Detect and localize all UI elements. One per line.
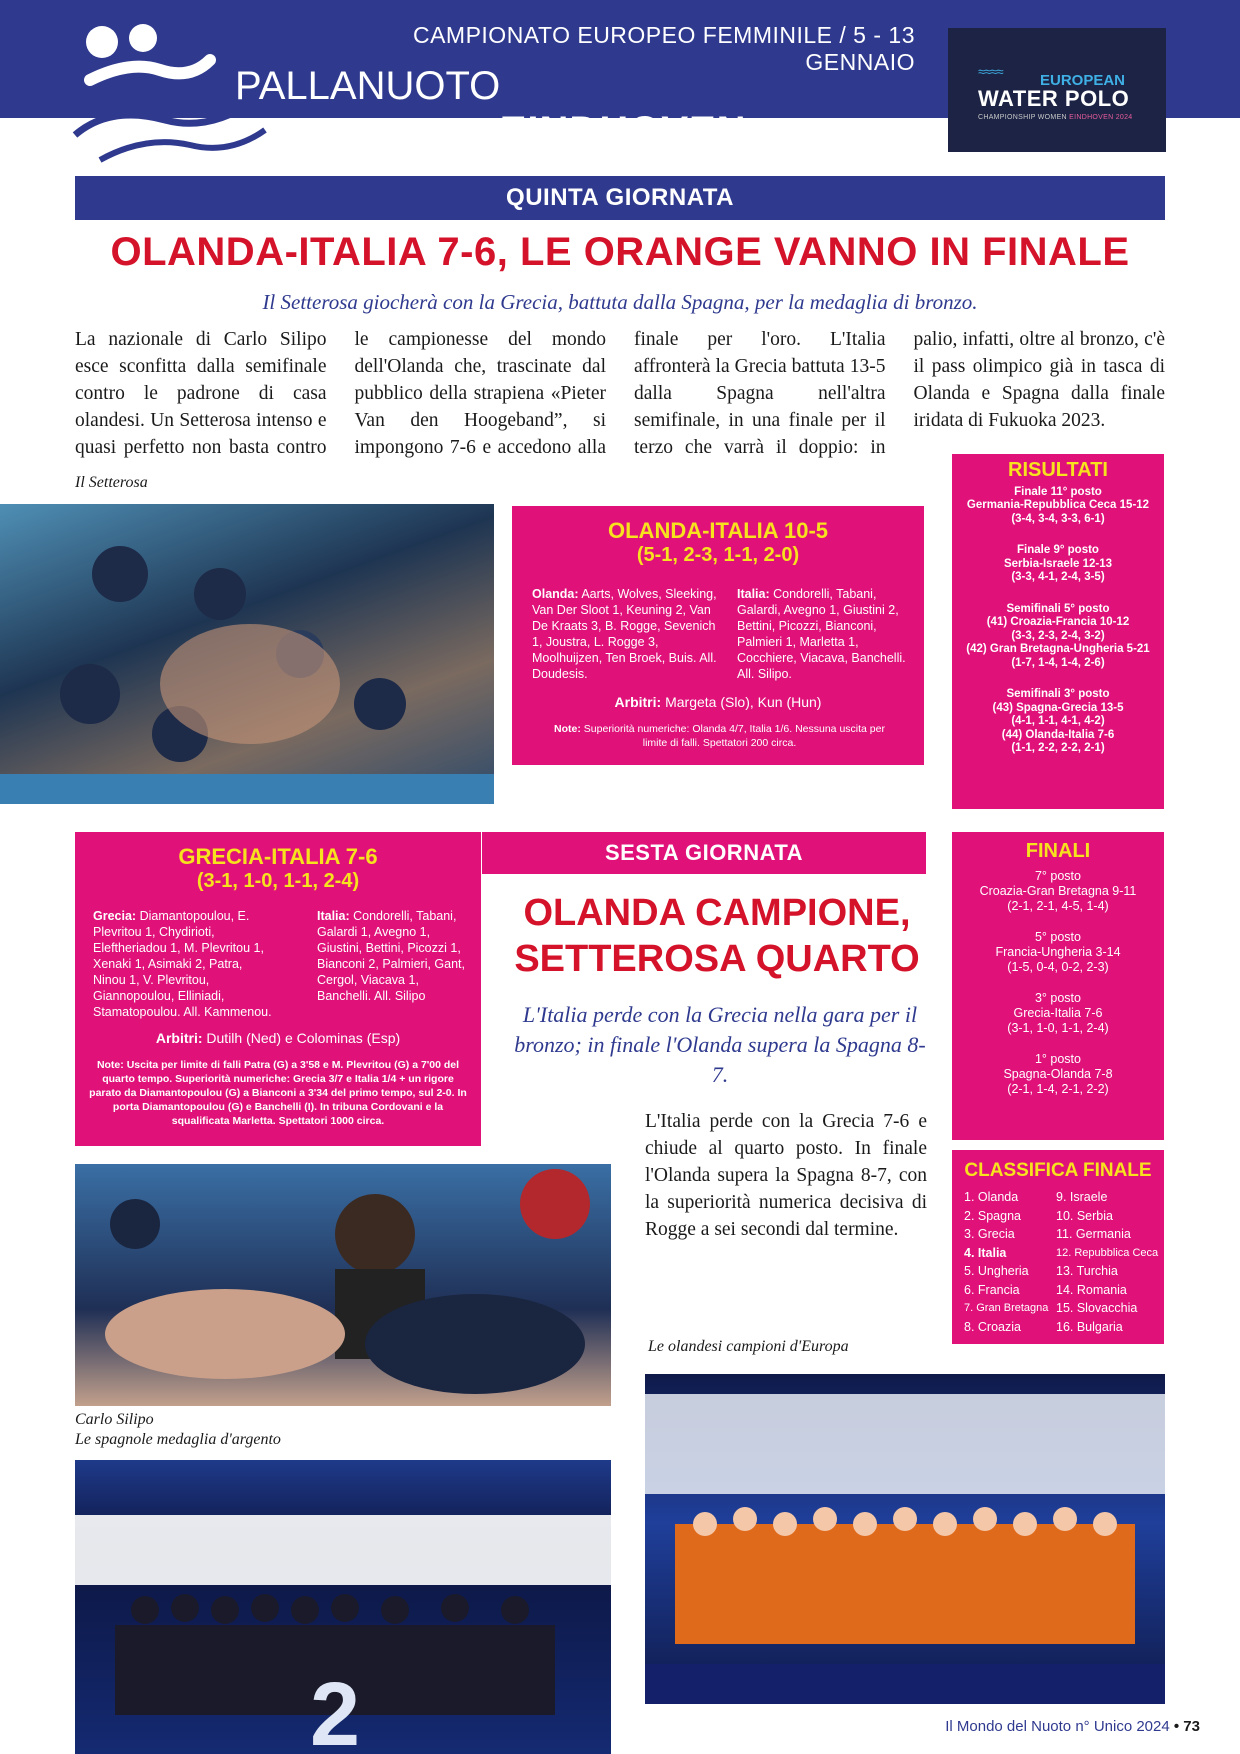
results-block [952, 544, 1164, 585]
classifica-item: 5. Ungheria [964, 1264, 1029, 1278]
results-line: (1-7, 1-4, 1-4, 2-6) [1011, 656, 1105, 669]
box-classifica: CLASSIFICA FINALE 1. Olanda 2. Spagna 3. Grecia 4. Italia 5. Ungheria 6. Francia 7. Gran Bretagna 8. Croazia 9. Israele 10. Serbia 11. Germania 12. Repubblica Ceca 13. Turchia 14. Romania 15. Slovacchia 16. Bulgaria [952, 1150, 1164, 1344]
article-2: L'Italia perde con la Grecia 7-6 e chiude al quarto posto. In finale l'Olanda supera la Spagna 8-7, con la superiorità numerica decisiva di Rogge a sei secondi dal termine. [645, 1111, 927, 1240]
classifica-left [964, 1188, 1056, 1336]
box-partials: (5-1, 2-3, 1-1, 2-0) [636, 544, 800, 566]
results-line: (41) Croazia-Francia 10-12 [986, 616, 1130, 628]
photo-setterosa-huddle [0, 504, 494, 804]
results-line: Finale 11° posto [1014, 485, 1102, 498]
subtitle-1: Il Setterosa giocherà con la Grecia, battuta dalla Spagna, per la medaglia di bronzo. [262, 290, 978, 314]
headline-2: OLANDA CAMPIONE, SETTEROSA QUARTO [514, 892, 920, 980]
results-line: (1-1, 2-2, 2-2, 2-1) [1011, 742, 1105, 754]
results-line: (4-1, 1-1, 4-1, 4-2) [1011, 715, 1105, 727]
results-line: Finale 9° posto [1017, 544, 1099, 556]
results-line: (2-1, 2-1, 4-5, 1-4) [1007, 899, 1109, 913]
classifica-item: 1. Olanda [964, 1190, 1019, 1204]
svg-text:2: 2 [310, 1665, 361, 1754]
results-block [952, 603, 1164, 671]
classifica-right [1056, 1188, 1164, 1336]
box-risultati: RISULTATI Finale 11° posto Germania-Repubblica Ceca 15-12 (3-4, 3-4, 3-3, 6-1) Finale 9° posto Serbia-Israele 12-13 (3-3, 4-1, 2-4, 3-5) Semifinali 5° posto (41) Croazia-Francia 10-12 (3-3, 2-3, 2-4, 3-2) (42) Gran Bretagna-Ungheria 5-21 (1-7, 1-4, 1-4, 2-6) Semifinali 3° posto (43) Spagna-Grecia 13-5 (4-1, 1-1, 4-1, 4-2) (44) Olanda-Italia 7-6 (1-1, 2-2, 2-2, 2-1) [952, 454, 1164, 809]
results-line: (3-3, 2-3, 2-4, 3-2) [1011, 629, 1105, 642]
results-line: Semifinali 3° posto [1006, 688, 1110, 700]
caption-setterosa: Il Setterosa [75, 474, 148, 491]
results-block [952, 688, 1164, 756]
caption-silipo: Carlo Silipo Le spagnole medaglia d'argento [75, 1411, 281, 1448]
risultati-list [952, 486, 1164, 756]
results-line: 1° posto [1034, 1052, 1081, 1066]
box-olanda-italia: OLANDA-ITALIA 10-5 (5-1, 2-3, 1-1, 2-0) Olanda: Aarts, Wolves, Sleeking, Van Der Sloot 1, Keuning 2, Van De Kraats 3, B. Rogge, Sevenich 1, Joustra, L. Rogge 3, Moolhuijzen, Ten Broek, Buis. All. Doudesis. Italia: Condorelli, Tabani, Galardi, Avegno 1, Giustini 2, Bettini, Picozzi, Bianconi, Palmieri 1, Marletta 1, Cocchiere, Viacava, Banchelli. All. Silipo. Arbitri: Margeta (Slo), Kun (Hun) Note: Superiorità numeriche: Olanda 4/7, Italia 1/6. Nessuna uscita per limite di falli. Spettatori 200 circa. [512, 506, 924, 765]
results-line: Spagna-Olanda 7-8 [1003, 1067, 1113, 1081]
event-line: CAMPIONATO EUROPEO FEMMINILE / 5 - 13 GENNAIO [412, 22, 915, 75]
classifica-item: 14. Romania [1056, 1282, 1127, 1297]
box-finali: FINALI 7° posto Croazia-Gran Bretagna 9-11 (2-1, 2-1, 4-5, 1-4) 5° posto Francia-Ungheria 3-14 (1-5, 0-4, 0-2, 2-3) 3° posto Grecia-Italia 7-6 (3-1, 1-0, 1-1, 2-4) 1° posto Spagna-Olanda 7-8 (2-1, 1-4, 2-1, 2-2) [952, 832, 1164, 1140]
results-line: Semifinali 5° posto [1006, 602, 1110, 615]
results-block [952, 991, 1164, 1036]
finali-list [952, 869, 1164, 1097]
classifica-item: 6. Francia [964, 1282, 1020, 1297]
header-title [235, 64, 915, 154]
results-block [952, 1052, 1164, 1097]
results-block [952, 930, 1164, 975]
results-block [952, 869, 1164, 914]
results-line: 5° posto [1034, 930, 1081, 944]
results-line: (42) Gran Bretagna-Ungheria 5-21 [966, 643, 1150, 655]
section-bar-quinta: QUINTA GIORNATA [75, 176, 1165, 220]
classifica-item: 2. Spagna [964, 1208, 1021, 1223]
classifica-item: 3. Grecia [964, 1227, 1015, 1241]
classifica-item: 13. Turchia [1056, 1264, 1118, 1278]
european-water-polo-badge: ≈≈≈≈ EUROPEAN WATER POLO CHAMPIONSHIP WOMEN EINDHOVEN 2024 [948, 28, 1166, 152]
classifica-item: 9. Israele [1056, 1190, 1108, 1204]
classifica-item: 4. Italia [964, 1245, 1007, 1260]
results-line: Serbia-Israele 12-13 [1003, 557, 1113, 570]
box-title: GRECIA-ITALIA 7-6 [178, 844, 378, 869]
classifica-item: 8. Croazia [964, 1319, 1021, 1334]
results-line: (43) Spagna-Grecia 13-5 [992, 701, 1124, 714]
results-line: (3-1, 1-0, 1-1, 2-4) [1007, 1021, 1109, 1035]
wave-icon: ≈≈≈≈ [978, 64, 1003, 79]
results-line: Francia-Ungheria 3-14 [995, 945, 1121, 959]
classifica-item: 10. Serbia [1056, 1208, 1113, 1223]
caption-olandesi: Le olandesi campioni d'Europa [648, 1338, 849, 1355]
article-1: La nazionale di Carlo Silipo esce sconfitta dalla semifinale contro le padrone di casa olandesi. Un Setterosa intenso e quasi perfetto non basta contro le campionesse del mondo dell'Olanda che, trascinate dal pubblico della strapiena «Pieter Van den Hoogeband”, si impongono 7-6 e accedono alla finale per l'oro. L'Italia affronterà la Grecia battuta 13-5 dalla Spagna nell'altra semifinale, in una finale per il terzo che varrà il doppio: in palio, infatti, oltre al bronzo, c'è il pass olimpico già in tasca di Olanda e Spagna dalla finale iridata di Fukuoka 2023. [75, 329, 1165, 458]
results-line: Grecia-Italia 7-6 [1013, 1006, 1103, 1020]
classifica-item: 15. Slovacchia [1056, 1301, 1138, 1315]
section-bar-sesta: SESTA GIORNATA [482, 832, 926, 874]
results-line: (3-4, 3-4, 3-3, 6-1) [1011, 512, 1105, 525]
page-footer: Il Mondo del Nuoto n° Unico 2024 • 73 [945, 1718, 1200, 1735]
box-title: OLANDA-ITALIA 10-5 [608, 518, 828, 543]
photo-spagnole [75, 1460, 611, 1754]
results-line: (2-1, 1-4, 2-1, 2-2) [1007, 1082, 1109, 1096]
subtitle-2: L'Italia perde con la Grecia nella gara per il bronzo; in finale l'Olanda supera la Spagna 8-7. [514, 1002, 926, 1087]
results-line: (3-3, 4-1, 2-4, 3-5) [1011, 571, 1105, 583]
results-line: 7° posto [1034, 869, 1081, 883]
results-line: (1-5, 0-4, 0-2, 2-3) [1007, 960, 1109, 974]
city-label: EINDHOVEN (OLANDA) [499, 109, 915, 153]
classifica-item: 16. Bulgaria [1056, 1319, 1123, 1334]
photo-olandesi [645, 1374, 1165, 1704]
results-line: (44) Olanda-Italia 7-6 [1001, 728, 1115, 741]
results-line: Germania-Repubblica Ceca 15-12 [966, 499, 1150, 511]
results-line: 3° posto [1034, 991, 1081, 1005]
results-block [952, 486, 1164, 527]
box-grecia-italia: GRECIA-ITALIA 7-6 (3-1, 1-0, 1-1, 2-4) Grecia: Diamantopoulou, E. Plevritou 1, Chydirioti, Eleftheriadou 1, M. Plevritou 1, Xenaki 1, Asimaki 2, Patra, Ninou 1, V. Plevritou, Giannopoulou, Elliniadi, Stamatopoulou. All. Kammenou. Italia: Condorelli, Tabani, Galardi 1, Avegno 1, Giustini, Bettini, Picozzi 1, Bianconi 2, Palmieri, Gant, Cergol, Viacava 1, Banchelli. All. Silipo Arbitri: Dutilh (Ned) e Colominas (Esp) Note: Uscita per limite di falli Patra (G) a 3'58 e M. Plevritou (G) a 7'00 del quarto tempo. Superiorità numeriche: Grecia 3/7 e Italia 1/4 + un rigore parato da Diamantopoulou (G) a Bianconi a 3'34 del primo tempo, sul 2-0. In porta Diamantopoulou (G) e Banchelli (I). In tribuna Cordovani e la squalificata Marletta. Spettatori 1000 circa. [75, 832, 481, 1146]
classifica-item: 11. Germania [1056, 1227, 1131, 1241]
box-partials: (3-1, 1-0, 1-1, 2-4) [196, 870, 360, 892]
classifica-item: 7. Gran Bretagna [964, 1302, 1049, 1314]
photo-silipo [75, 1164, 611, 1406]
results-line: Croazia-Gran Bretagna 9-11 [979, 884, 1137, 898]
headline-1: OLANDA-ITALIA 7-6, LE ORANGE VANNO IN FINALE [110, 230, 1130, 274]
sport-label: PALLANUOTO [235, 64, 501, 108]
classifica-item: 12. Repubblica Ceca [1056, 1246, 1159, 1259]
